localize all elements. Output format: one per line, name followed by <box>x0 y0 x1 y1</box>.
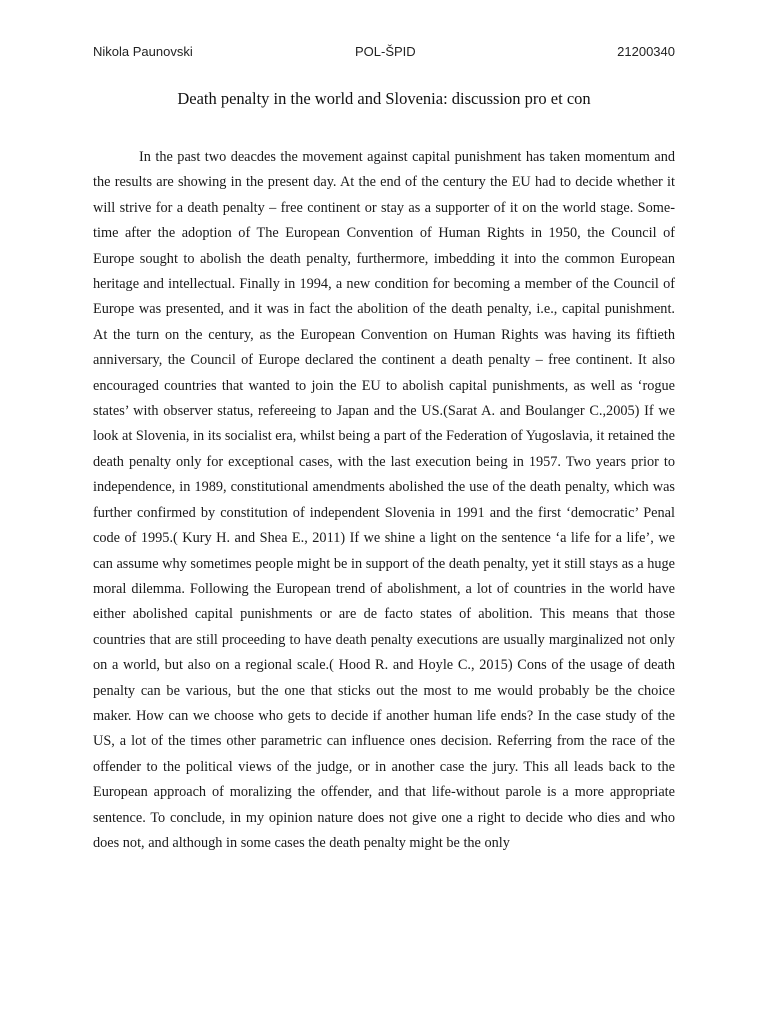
body-paragraph: In the past two deacdes the movement against capital punishment has taken momentum and the results are showing in the present day. At the end of the century the EU had to decide whether it will strive for a death penalty – free continent or stay as a supporter of it on the world stage. Some-time after the adoption of The European Convention of Human Rights in 1950, the Council of Europe sought to abolish the death penalty, furthermore, imbedding it into the common European heritage and intellectual. Finally in 1994, a new condition for becoming a member of the Council of Europe was presented, and it was in fact the abolition of the death penalty, i.e., capital punishment. At the turn on the century, as the European Convention on Human Rights was having its fiftieth anniversary, the Council of Europe declared the continent a death penalty – free continent. It also encouraged countries that wanted to join the EU to abolish capital punishments, as well as ‘rogue states’ with observer status, refereeing to Japan and the US.(Sarat A. and Boulanger C.,2005) If we look at Slovenia, in its socialist era, whilst being a part of the Federation of Yugoslavia, it retained the death penalty only for exceptional cases, with the last execution being in 1957. Two years prior to independence, in 1989, constitutional amendments abolished the use of the death penalty, which was further confirmed by constitution of independent Slovenia in 1991 and the first ‘democratic’ Penal code of 1995.( Kury H. and Shea E., 2011) If we shine a light on the sentence ‘a life for a life’, we can assume why sometimes people might be in support of the death penalty, yet it still stays as a huge moral dilemma. Following the European trend of abolishment, a lot of countries in the world have either abolished capital punishments or are de facto states of abolition. This means that those countries that are still proceeding to have death penalty executions are usually marginalized not only on a world, but also on a regional scale.( Hood R. and Hoyle C., 2015) Cons of the usage of death penalty can be various, but the one that sticks out the most to me would probably be the choice maker. How can we choose who gets to decide if another human life ends? In the case study of the US, a lot of the times other parametric can influence ones decision. Referring from the race of the offender to the political views of the judge, or in another case the jury. This all leads back to the European approach of moralizing the offender, and that life-without parole is a more appropriate sentence. To conclude, in my opinion nature does not give one a right to decide who dies and who does not, and although in some cases the death penalty might be the only <box>93 149 675 851</box>
header-author: Nikola Paunovski <box>93 44 193 59</box>
page-header <box>93 44 675 62</box>
header-course: POL-ŠPID <box>355 44 416 59</box>
header-student-id: 21200340 <box>617 44 675 59</box>
document-title: Death penalty in the world and Slovenia: discussion pro et con <box>177 89 591 108</box>
